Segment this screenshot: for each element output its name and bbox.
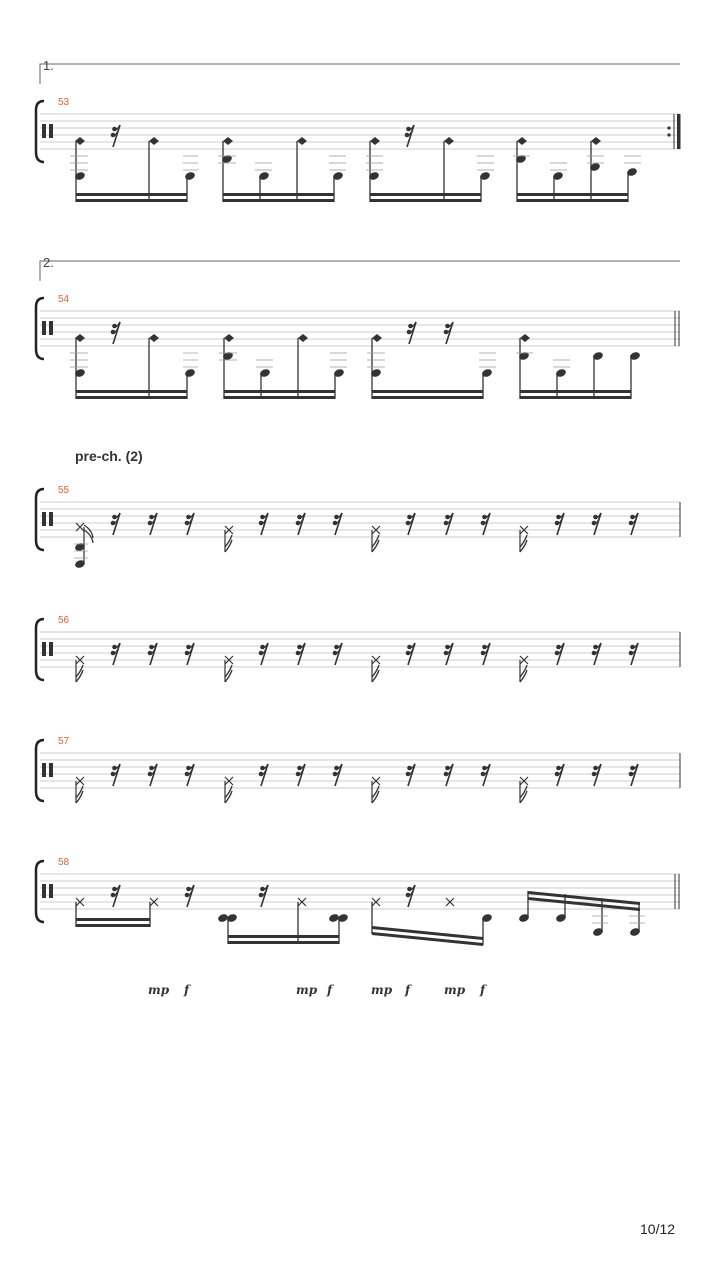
volta-bracket-1: [40, 58, 680, 84]
dynamic-marking: mp: [444, 983, 466, 997]
volta-label: 1.: [43, 58, 54, 73]
measure-number: 54: [58, 294, 70, 305]
dynamic-marking: f: [184, 983, 190, 997]
beat-group: [520, 338, 631, 399]
final-barline: [675, 311, 679, 346]
chord: [74, 523, 93, 569]
beat-group: [76, 141, 187, 202]
dynamic-marking: f: [480, 983, 486, 997]
dynamic-marking: mp: [148, 983, 170, 997]
page-number: 10/12: [640, 1221, 676, 1237]
section-label: pre-ch. (2): [75, 448, 143, 464]
dynamics-row: [148, 983, 487, 997]
dynamic-marking: f: [405, 983, 411, 997]
volta-bracket-2: [40, 255, 680, 281]
measure-number: 58: [58, 857, 70, 868]
measure-number: 56: [58, 615, 70, 626]
staff-system-53: [36, 97, 681, 202]
beat-group: [217, 885, 349, 944]
dynamic-marking: mp: [371, 983, 393, 997]
percussion-clef: [42, 124, 53, 138]
staff-system-58: [36, 857, 680, 946]
final-barline: [675, 874, 679, 909]
beat-group: [372, 338, 483, 399]
beat-group: [76, 885, 194, 927]
beat-group: [224, 338, 335, 399]
measure-number: 55: [58, 485, 70, 496]
beat-group: [372, 885, 493, 946]
repeat-end-barline: [667, 114, 680, 149]
dynamic-marking: f: [327, 983, 333, 997]
volta-label: 2.: [43, 255, 54, 270]
beat-group: [518, 891, 645, 937]
staff-system-55: [36, 485, 680, 569]
beat-group: [517, 141, 628, 202]
percussion-clef: [42, 321, 53, 335]
dynamic-marking: mp: [296, 983, 318, 997]
beat-group: [223, 141, 334, 202]
percussion-clef: [42, 512, 53, 526]
staff-system-54: [36, 294, 680, 399]
measure-number: 53: [58, 97, 70, 108]
percussion-clef: [42, 642, 53, 656]
percussion-clef: [42, 884, 53, 898]
staff-system-57: [36, 736, 680, 803]
percussion-clef: [42, 763, 53, 777]
beat-group: [370, 141, 481, 202]
measure-number: 57: [58, 736, 70, 747]
beat-group: [76, 338, 187, 399]
staff-system-56: [36, 615, 680, 682]
